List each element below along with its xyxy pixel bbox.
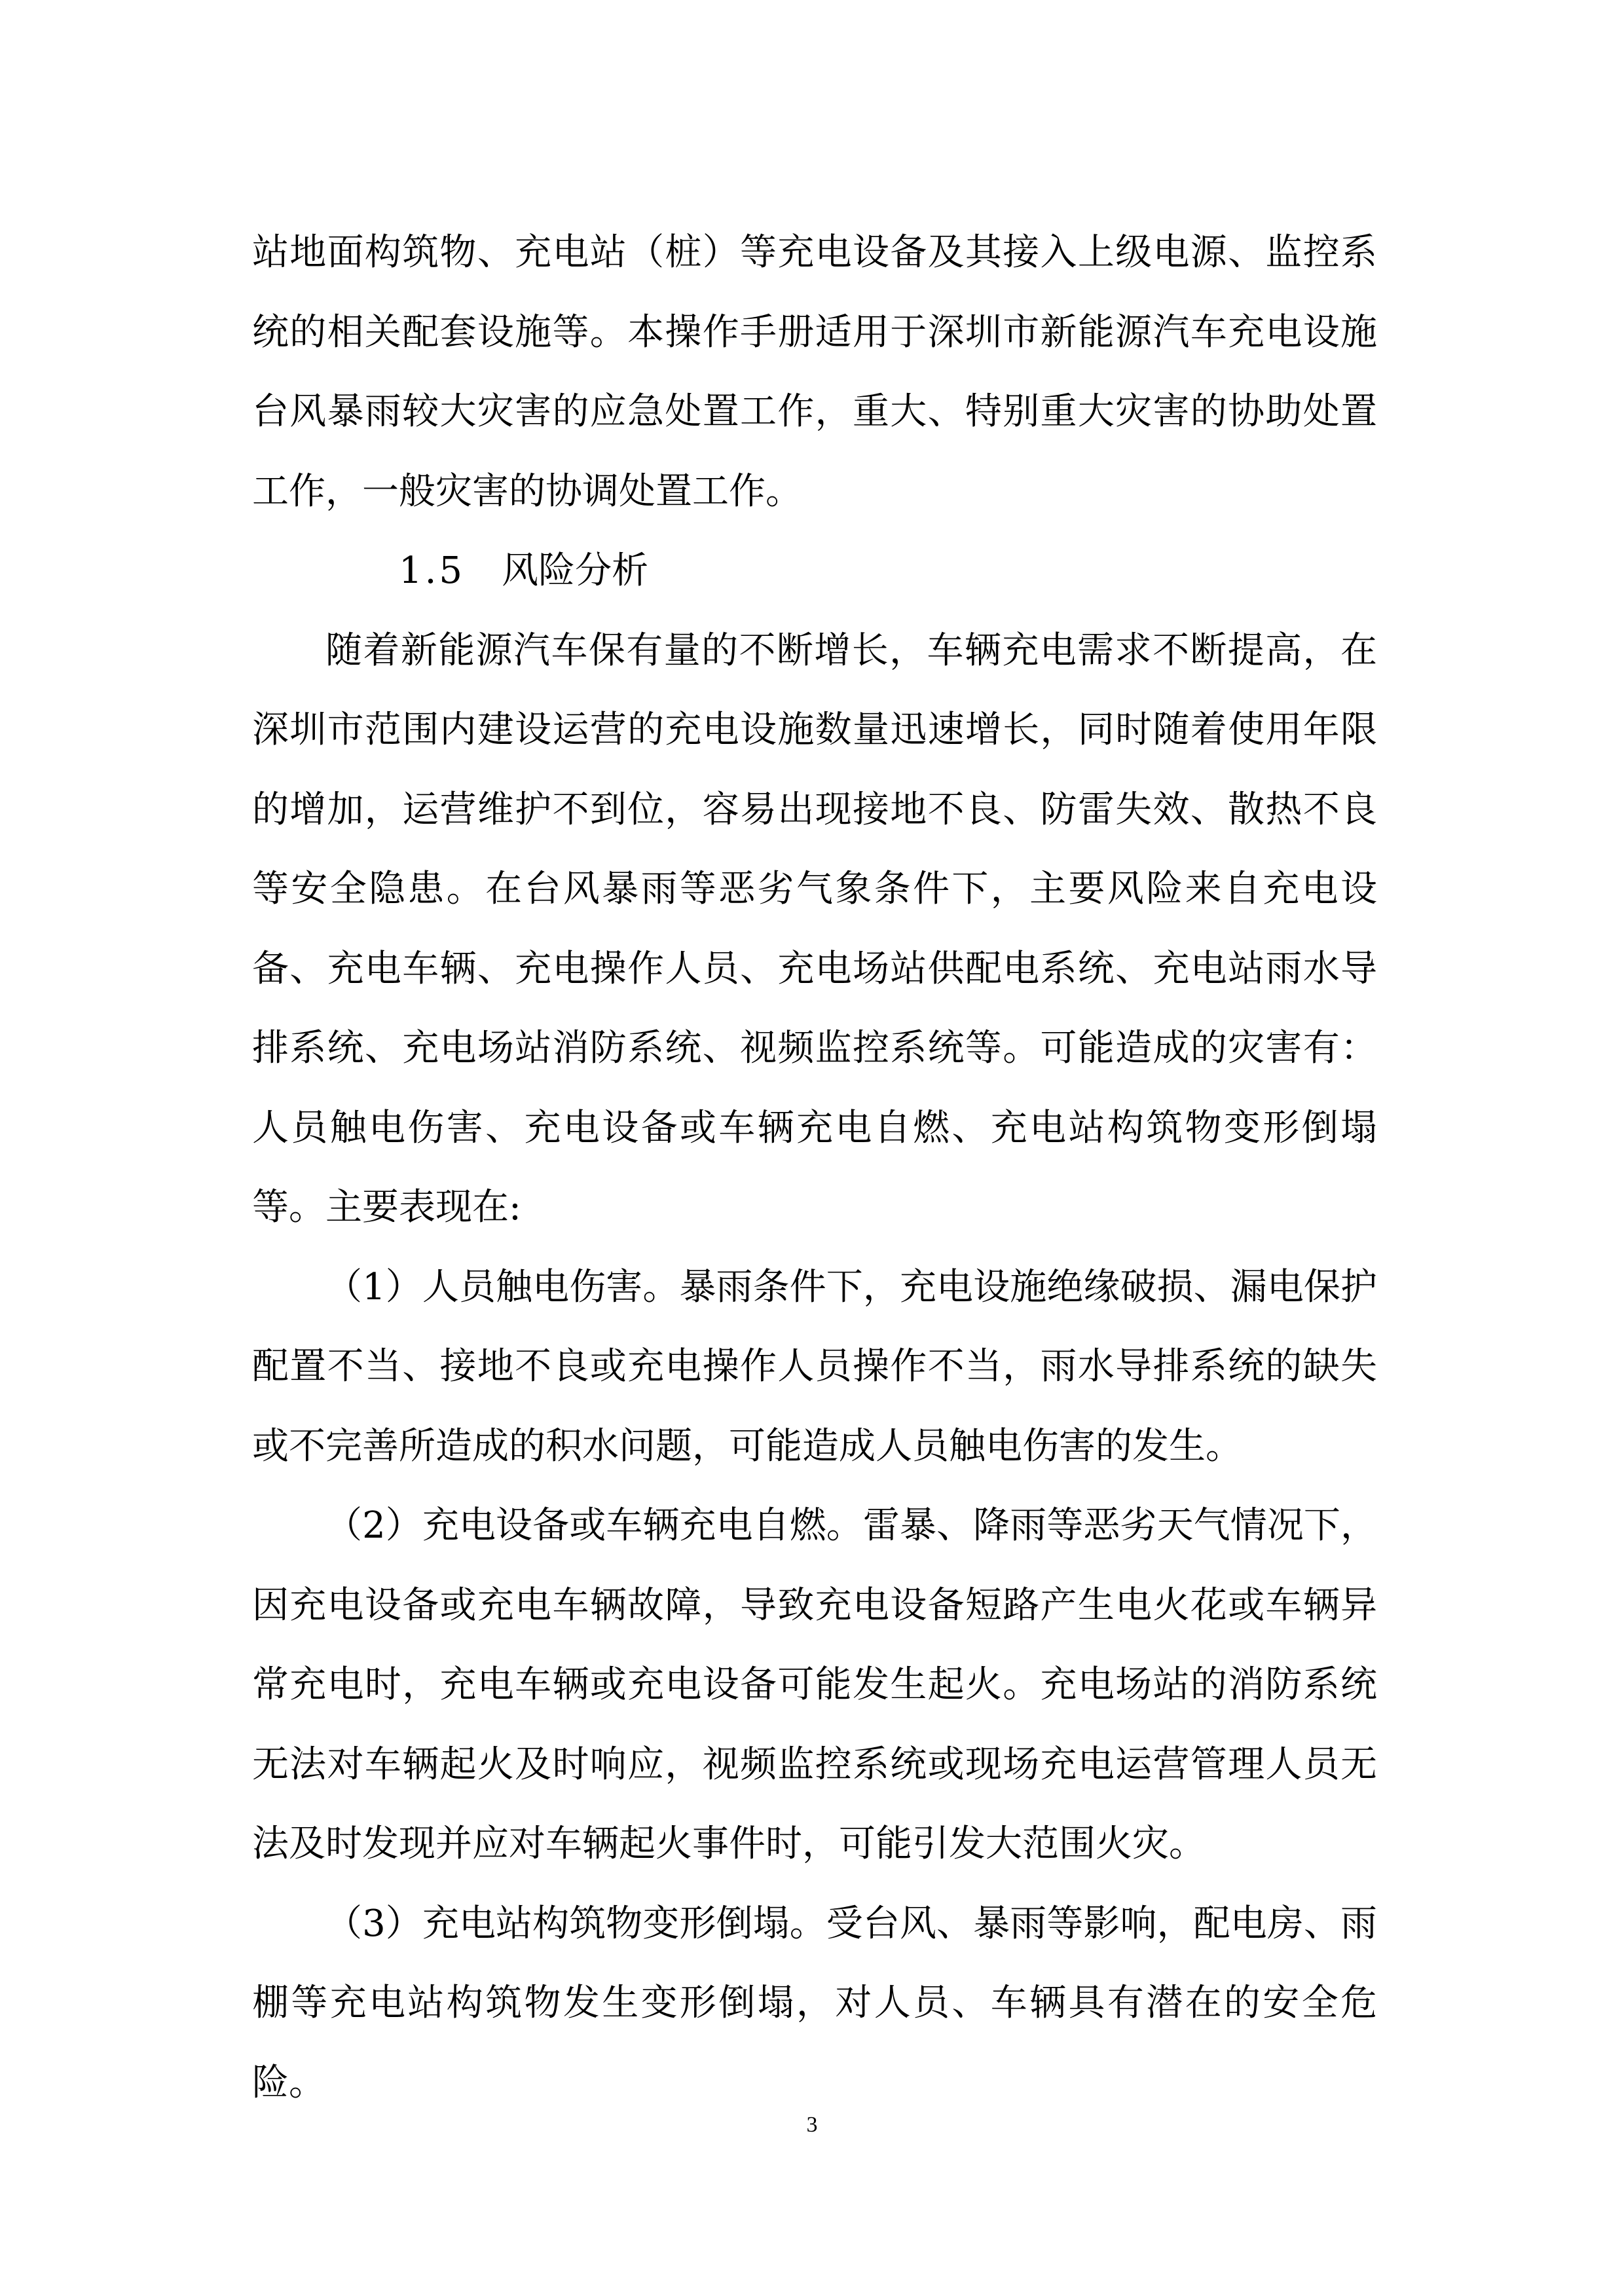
paragraph-risk-electric-shock: （1）人员触电伤害。暴雨条件下，充电设施绝缘破损、漏电保护配置不当、接地不良或充电操作人员操作不当，雨水导排系统的缺失或不完善所造成的积水问题，可能造成人员触电伤害的发生。	[252, 1265, 1377, 1468]
paragraph-risk-fire: （2）充电设备或车辆充电自燃。雷暴、降雨等恶劣天气情况下，因充电设备或充电车辆故障，导致充电设备短路产生电火花或车辆异常充电时，充电车辆或充电设备可能发生起火。充电场站的消防系统无法对车辆起火及时响应，视频监控系统或现场充电运营管理人员无法及时发现并应对车辆起火事件时，可能引发大范围火灾。	[252, 1504, 1377, 1865]
paragraph-risk-overview: 随着新能源汽车保有量的不断增长，车辆充电需求不断提高，在深圳市范围内建设运营的充电设施数量迅速增长，同时随着使用年限的增加，运营维护不到位，容易出现接地不良、防雷失效、散热不良等安全隐患。在台风暴雨等恶劣气象条件下，主要风险来自充电设备、充电车辆、充电操作人员、充电场站供配电系统、充电站雨水导排系统、充电场站消防系统、视频监控系统等。可能造成的灾害有：人员触电伤害、充电设备或车辆充电自燃、充电站构筑物变形倒塌等。主要表现在:	[252, 629, 1377, 1229]
paragraph-scope-continued: 站地面构筑物、充电站（桩）等充电设备及其接入上级电源、监控系统的相关配套设施等。本操作手册适用于深圳市新能源汽车充电设施台风暴雨较大灾害的应急处置工作，重大、特别重大灾害的协助处置工作，一般灾害的协调处置工作。	[252, 231, 1377, 513]
page-number: 3	[806, 2113, 818, 2137]
section-heading	[252, 531, 1377, 611]
paragraph-risk-collapse: （3）充电站构筑物变形倒塌。受台风、暴雨等影响，配电房、雨棚等充电站构筑物发生变形倒塌，对人员、车辆具有潜在的安全危险。	[252, 1902, 1377, 2104]
section-title: 风险分析	[502, 549, 649, 592]
document-body	[252, 213, 1377, 2122]
section-number: 1.5	[399, 549, 466, 592]
